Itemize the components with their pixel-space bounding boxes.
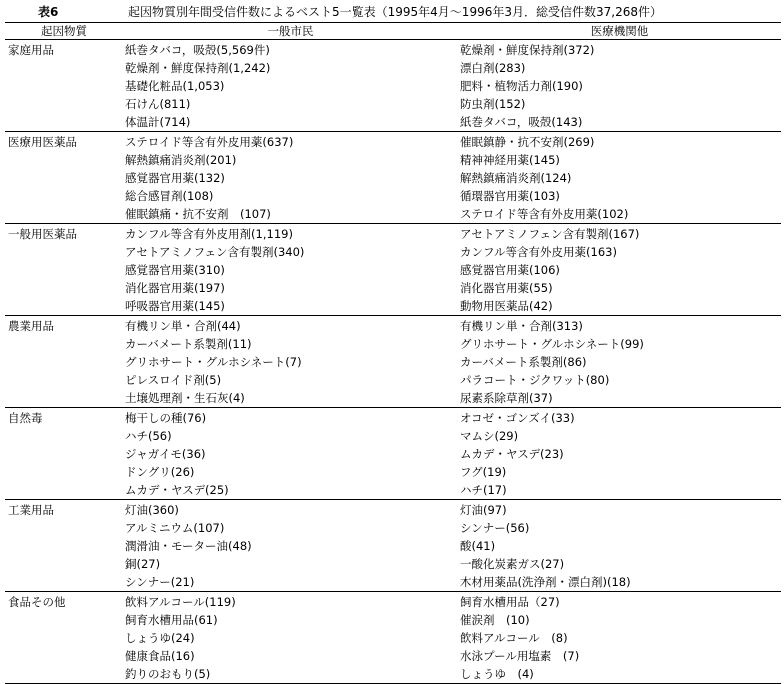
- list-item: ムカデ・ヤスデ(25): [125, 483, 229, 497]
- list-item: 動物用医薬品(42): [460, 299, 553, 313]
- list-item: 体温計(714): [125, 115, 191, 129]
- list-item: アセトアミノフェン含有製剤(167): [460, 227, 640, 241]
- list-item: 解熱鎮痛消炎剤(124): [460, 171, 572, 185]
- medical-items-cell: [458, 224, 781, 316]
- list-item: ステロイド等含有外皮用薬(102): [460, 207, 629, 221]
- table-row: [5, 132, 781, 224]
- table-row: [5, 224, 781, 316]
- category-cell: 自然毒: [5, 408, 123, 500]
- table-row: [5, 316, 781, 408]
- list-item: 防虫剤(152): [460, 97, 526, 111]
- header-row: [5, 23, 781, 40]
- public-items-cell: [123, 408, 458, 500]
- category-cell: 家庭用品: [5, 40, 123, 132]
- medical-items-cell: [458, 316, 781, 408]
- list-item: 灯油(97): [460, 503, 507, 517]
- list-item: 解熱鎮痛消炎剤(201): [125, 153, 237, 167]
- medical-items-cell: [458, 500, 781, 592]
- category-cell: 工業用品: [5, 500, 123, 592]
- table-label: 表6: [38, 5, 59, 19]
- list-item: 肥料・植物活力剤(190): [460, 79, 583, 93]
- list-item: しょうゆ (4): [460, 667, 534, 681]
- public-items-cell: [123, 40, 458, 132]
- table-row: [5, 592, 781, 684]
- category-cell: 農業用品: [5, 316, 123, 408]
- list-item: 漂白剤(283): [460, 61, 526, 75]
- header-public: 一般市民: [123, 23, 458, 40]
- list-item: オコゼ・ゴンズイ(33): [460, 411, 575, 425]
- ranking-table: [5, 22, 781, 684]
- header-category: 起因物質: [5, 23, 123, 40]
- table-row: [5, 500, 781, 592]
- medical-items-cell: [458, 40, 781, 132]
- list-item: 水泳プール用塩素 (7): [460, 649, 580, 663]
- list-item: ハチ(56): [125, 429, 172, 443]
- list-item: 消化器官用薬(197): [125, 281, 225, 295]
- list-item: 紙巻タバコ，吸殻(5,569件): [125, 43, 270, 57]
- list-item: 精神神経用薬(145): [460, 153, 560, 167]
- list-item: 乾燥剤・鮮度保持剤(372): [460, 43, 595, 57]
- list-item: カンフル等含有外皮用薬(163): [460, 245, 617, 259]
- list-item: 基礎化粧品(1,053): [125, 79, 225, 93]
- medical-items-cell: [458, 592, 781, 684]
- list-item: ムカデ・ヤスデ(23): [460, 447, 564, 461]
- list-item: 健康食品(16): [125, 649, 195, 663]
- list-item: マムシ(29): [460, 429, 519, 443]
- list-item: 一酸化炭素ガス(27): [460, 557, 565, 571]
- list-item: 催涙剤 (10): [460, 613, 530, 627]
- list-item: カーバメート系製剤(86): [460, 355, 587, 369]
- title-row: [0, 0, 784, 22]
- category-cell: 一般用医薬品: [5, 224, 123, 316]
- list-item: 感覚器官用薬(106): [460, 263, 560, 277]
- medical-items-cell: [458, 408, 781, 500]
- list-item: 灯油(360): [125, 503, 179, 517]
- list-item: 尿素系除草剤(37): [460, 391, 553, 405]
- list-item: パラコート・ジクワット(80): [460, 373, 610, 387]
- list-item: 有機リン単・合剤(44): [125, 319, 241, 333]
- list-item: しょうゆ(24): [125, 631, 195, 645]
- list-item: 紙巻タバコ，吸殻(143): [460, 115, 583, 129]
- list-item: 銅(27): [125, 557, 161, 571]
- list-item: 木材用薬品(洗浄剤・漂白剤)(18): [460, 575, 631, 589]
- list-item: 乾燥剤・鮮度保持剤(1,242): [125, 61, 271, 75]
- list-item: 石けん(811): [125, 97, 191, 111]
- list-item: 釣りのおもり(5): [125, 667, 211, 681]
- list-item: 潤滑油・モーター油(48): [125, 539, 252, 553]
- category-cell: 食品その他: [5, 592, 123, 684]
- list-item: アセトアミノフェン含有製剤(340): [125, 245, 305, 259]
- list-item: 呼吸器官用薬(145): [125, 299, 225, 313]
- public-items-cell: [123, 224, 458, 316]
- list-item: シンナー(56): [460, 521, 530, 535]
- category-cell: 医療用医薬品: [5, 132, 123, 224]
- list-item: ジャガイモ(36): [125, 447, 206, 461]
- list-item: カンフル等含有外皮用剤(1,119): [125, 227, 293, 241]
- header-medical: 医療機関他: [458, 23, 781, 40]
- list-item: 飲料アルコール (8): [460, 631, 568, 645]
- list-item: カーバメート系製剤(11): [125, 337, 252, 351]
- table-row: [5, 408, 781, 500]
- list-item: 酸(41): [460, 539, 496, 553]
- public-items-cell: [123, 592, 458, 684]
- public-items-cell: [123, 316, 458, 408]
- list-item: シンナー(21): [125, 575, 195, 589]
- list-item: アルミニウム(107): [125, 521, 225, 535]
- list-item: 飼育水槽用品(61): [125, 613, 218, 627]
- table-row: [5, 40, 781, 132]
- list-item: ドングリ(26): [125, 465, 195, 479]
- medical-items-cell: [458, 132, 781, 224]
- list-item: グリホサート・グルホシネート(7): [125, 355, 302, 369]
- table-body: [5, 40, 781, 684]
- list-item: 土壌処理剤・生石灰(4): [125, 391, 245, 405]
- list-item: 感覚器官用薬(132): [125, 171, 225, 185]
- list-item: 総合感冒剤(108): [125, 189, 214, 203]
- list-item: 有機リン単・合剤(313): [460, 319, 583, 333]
- list-item: 感覚器官用薬(310): [125, 263, 225, 277]
- list-item: ピレスロイド剤(5): [125, 373, 222, 387]
- list-item: ステロイド等含有外皮用薬(637): [125, 135, 294, 149]
- table-caption: 起因物質別年間受信件数によるベスト5一覧表（1995年4月～1996年3月．総受信件数37,268件）: [128, 5, 662, 19]
- list-item: ハチ(17): [460, 483, 507, 497]
- list-item: 飼育水槽用品（27): [460, 595, 560, 609]
- public-items-cell: [123, 500, 458, 592]
- list-item: グリホサート・グルホシネート(99): [460, 337, 644, 351]
- list-item: 循環器官用薬(103): [460, 189, 560, 203]
- list-item: 消化器官用薬(55): [460, 281, 553, 295]
- list-item: 催眠鎮痛・抗不安剤 (107): [125, 207, 271, 221]
- public-items-cell: [123, 132, 458, 224]
- list-item: フグ(19): [460, 465, 507, 479]
- list-item: 梅干しの種(76): [125, 411, 207, 425]
- list-item: 飲料アルコール(119): [125, 595, 236, 609]
- list-item: 催眠鎮静・抗不安剤(269): [460, 135, 595, 149]
